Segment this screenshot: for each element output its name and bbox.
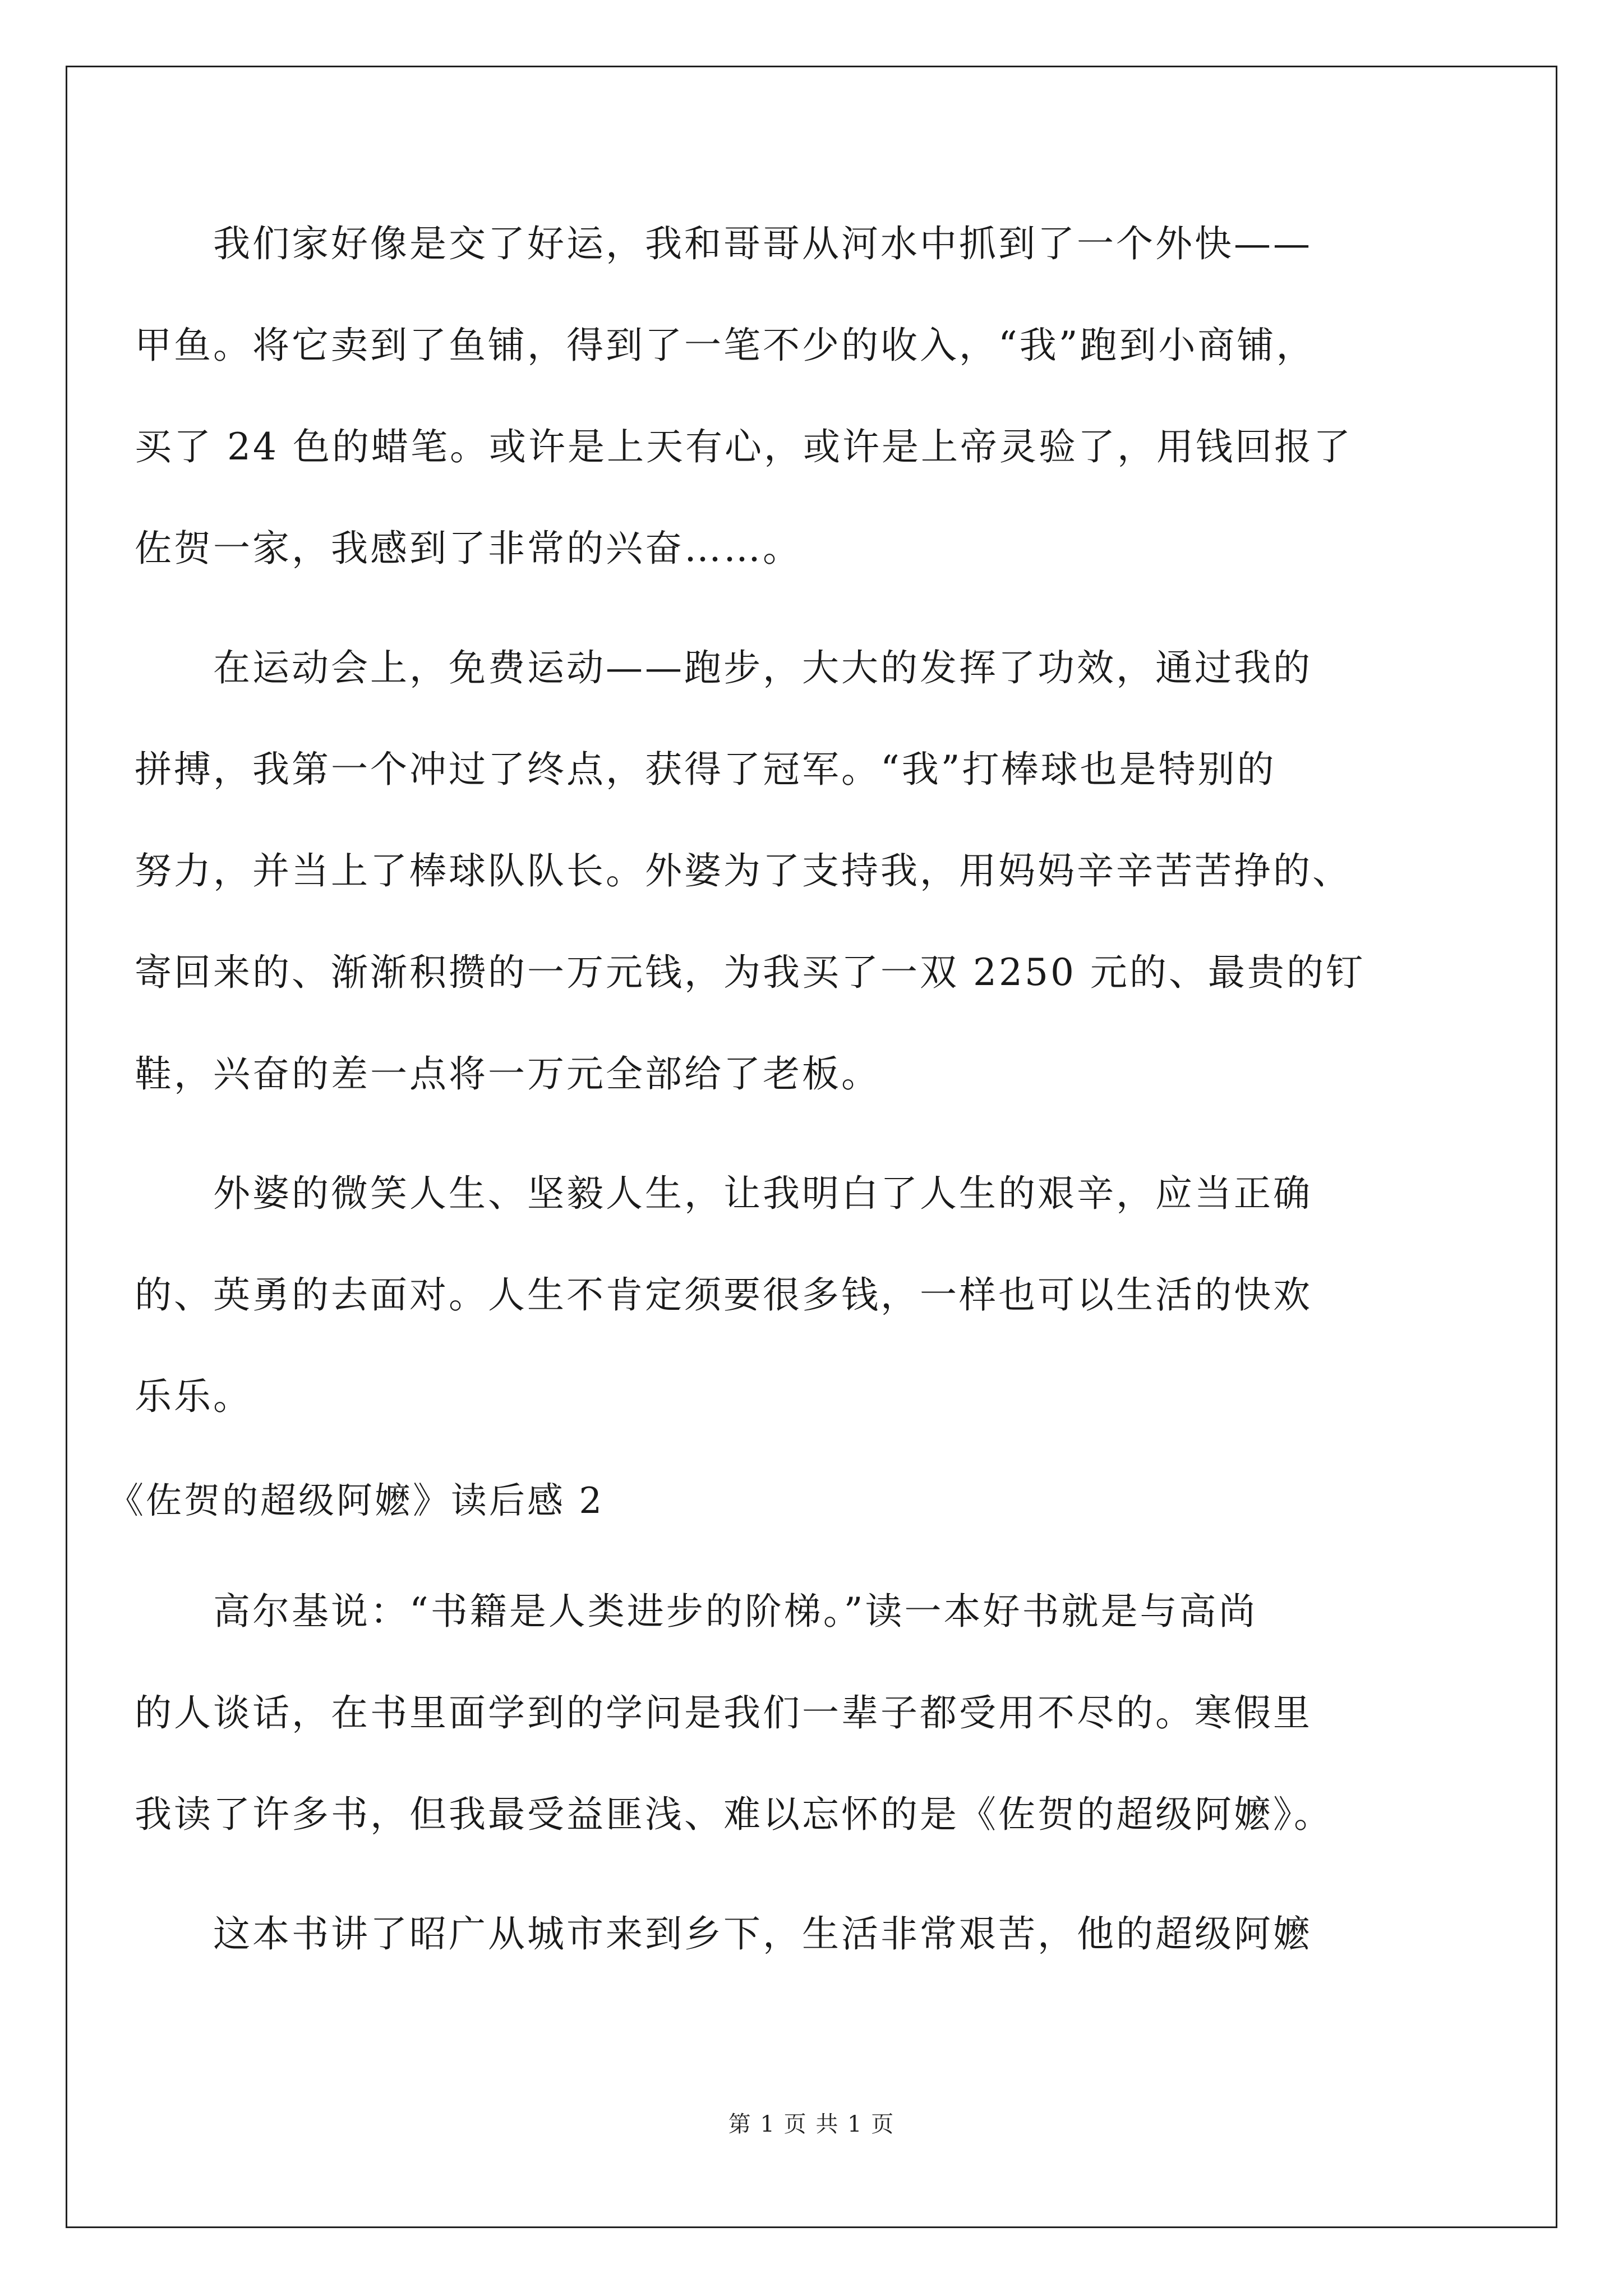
- page-border: [66, 66, 1557, 2228]
- paragraph-4-line-3: 我读了许多书，但我最受益匪浅、难以忘怀的是《佐贺的超级阿嬷》。: [135, 1793, 1333, 1836]
- page-number-footer: 第 1 页 共 1 页: [728, 2111, 895, 2137]
- paragraph-3-line-3: 乐乐。: [135, 1375, 252, 1418]
- paragraph-1-line-2: 甲鱼。将它卖到了鱼铺，得到了一笔不少的收入，“我”跑到小商铺，: [135, 324, 1316, 367]
- section-heading: 《佐贺的超级阿嬷》读后感 2: [108, 1480, 605, 1522]
- paragraph-2-line-5: 鞋，兴奋的差一点将一万元全部给了老板。: [135, 1052, 880, 1096]
- paragraph-3-line-2: 的、英勇的去面对。人生不肯定须要很多钱，一样也可以生活的快欢: [135, 1273, 1312, 1317]
- paragraph-4-line-1: 高尔基说：“书籍是人类进步的阶梯。”读一本好书就是与高尚: [213, 1590, 1258, 1633]
- paragraph-1-line-4: 佐贺一家，我感到了非常的兴奋……。: [135, 527, 802, 570]
- paragraph-2-line-2: 拼搏，我第一个冲过了终点，获得了冠军。“我”打棒球也是特别的: [135, 748, 1276, 791]
- paragraph-1-line-3: 买了 24 色的蜡笔。或许是上天有心，或许是上帝灵验了，用钱回报了: [135, 425, 1353, 468]
- paragraph-2-line-3: 努力，并当上了棒球队队长。外婆为了支持我，用妈妈辛辛苦苦挣的、: [135, 849, 1352, 892]
- paragraph-5-line-1: 这本书讲了昭广从城市来到乡下，生活非常艰苦，他的超级阿嬷: [213, 1912, 1312, 1955]
- paragraph-4-line-2: 的人谈话，在书里面学到的学问是我们一辈子都受用不尽的。寒假里: [135, 1691, 1312, 1734]
- paragraph-2-line-1: 在运动会上，免费运动——跑步，大大的发挥了功效，通过我的: [213, 646, 1312, 689]
- paragraph-3-line-1: 外婆的微笑人生、坚毅人生，让我明白了人生的艰辛，应当正确: [213, 1172, 1312, 1215]
- paragraph-2-line-4: 寄回来的、渐渐积攒的一万元钱，为我买了一双 2250 元的、最贵的钉: [135, 951, 1365, 994]
- paragraph-1-line-1: 我们家好像是交了好运，我和哥哥从河水中抓到了一个外快——: [213, 222, 1312, 265]
